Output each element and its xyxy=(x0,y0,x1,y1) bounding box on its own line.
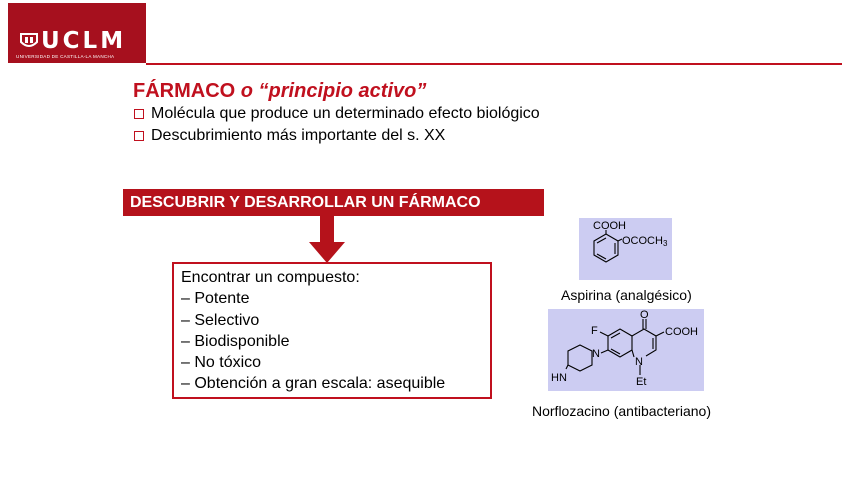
header-divider xyxy=(146,63,842,65)
bullet-list xyxy=(133,103,540,147)
logo-subtitle: UNIVERSIDAD DE CASTILLA-LA MANCHA xyxy=(16,54,115,59)
title-main: FÁRMACO xyxy=(133,80,236,102)
aspirin-ococh3-label: OCOCH xyxy=(622,235,663,247)
crest-icon xyxy=(19,32,39,50)
svg-text:OCOCH3 xyxy=(622,235,668,248)
checkbox-bullet-icon xyxy=(134,109,144,119)
norfloxacin-n-label: N xyxy=(592,348,600,360)
down-arrow-icon xyxy=(308,216,346,264)
slide-title xyxy=(133,80,426,103)
aspirin-subscript: 3 xyxy=(662,239,668,248)
norfloxacin-n-label: N xyxy=(635,356,643,368)
norfloxacin-hn-label: HN xyxy=(551,372,567,384)
requirements-box xyxy=(172,262,492,399)
uclm-logo xyxy=(8,3,146,63)
norfloxacin-o-label: O xyxy=(640,309,649,321)
requirement-item: – Potente xyxy=(181,290,250,308)
checkbox-bullet-icon xyxy=(134,131,144,141)
logo-text: UCLM xyxy=(41,28,127,54)
title-italic: o “principio activo” xyxy=(240,80,427,102)
aspirin-structure xyxy=(579,218,672,280)
norfloxacin-cooh-label: COOH xyxy=(665,326,698,338)
aspirin-cooh-label: COOH xyxy=(593,220,626,232)
norfloxacin-structure xyxy=(548,309,704,391)
norfloxacin-caption: Norflozacino (antibacteriano) xyxy=(532,403,711,419)
bullet-item xyxy=(133,103,540,125)
bullet-item xyxy=(133,125,540,147)
bullet-text: Descubrimiento más importante del s. XX xyxy=(151,127,446,144)
requirement-item: – No tóxico xyxy=(181,354,262,372)
norfloxacin-et-label: Et xyxy=(636,376,647,388)
aspirin-caption: Aspirina (analgésico) xyxy=(561,287,692,303)
section-banner: DESCUBRIR Y DESARROLLAR UN FÁRMACO xyxy=(123,189,544,216)
requirement-item: – Selectivo xyxy=(181,311,260,329)
requirements-heading: Encontrar un compuesto: xyxy=(181,269,360,286)
requirement-item: – Biodisponible xyxy=(181,332,290,350)
bullet-text: Molécula que produce un determinado efecto biológico xyxy=(151,105,540,122)
requirement-item: – Obtención a gran escala: asequible xyxy=(181,375,446,393)
norfloxacin-f-label: F xyxy=(591,325,598,337)
